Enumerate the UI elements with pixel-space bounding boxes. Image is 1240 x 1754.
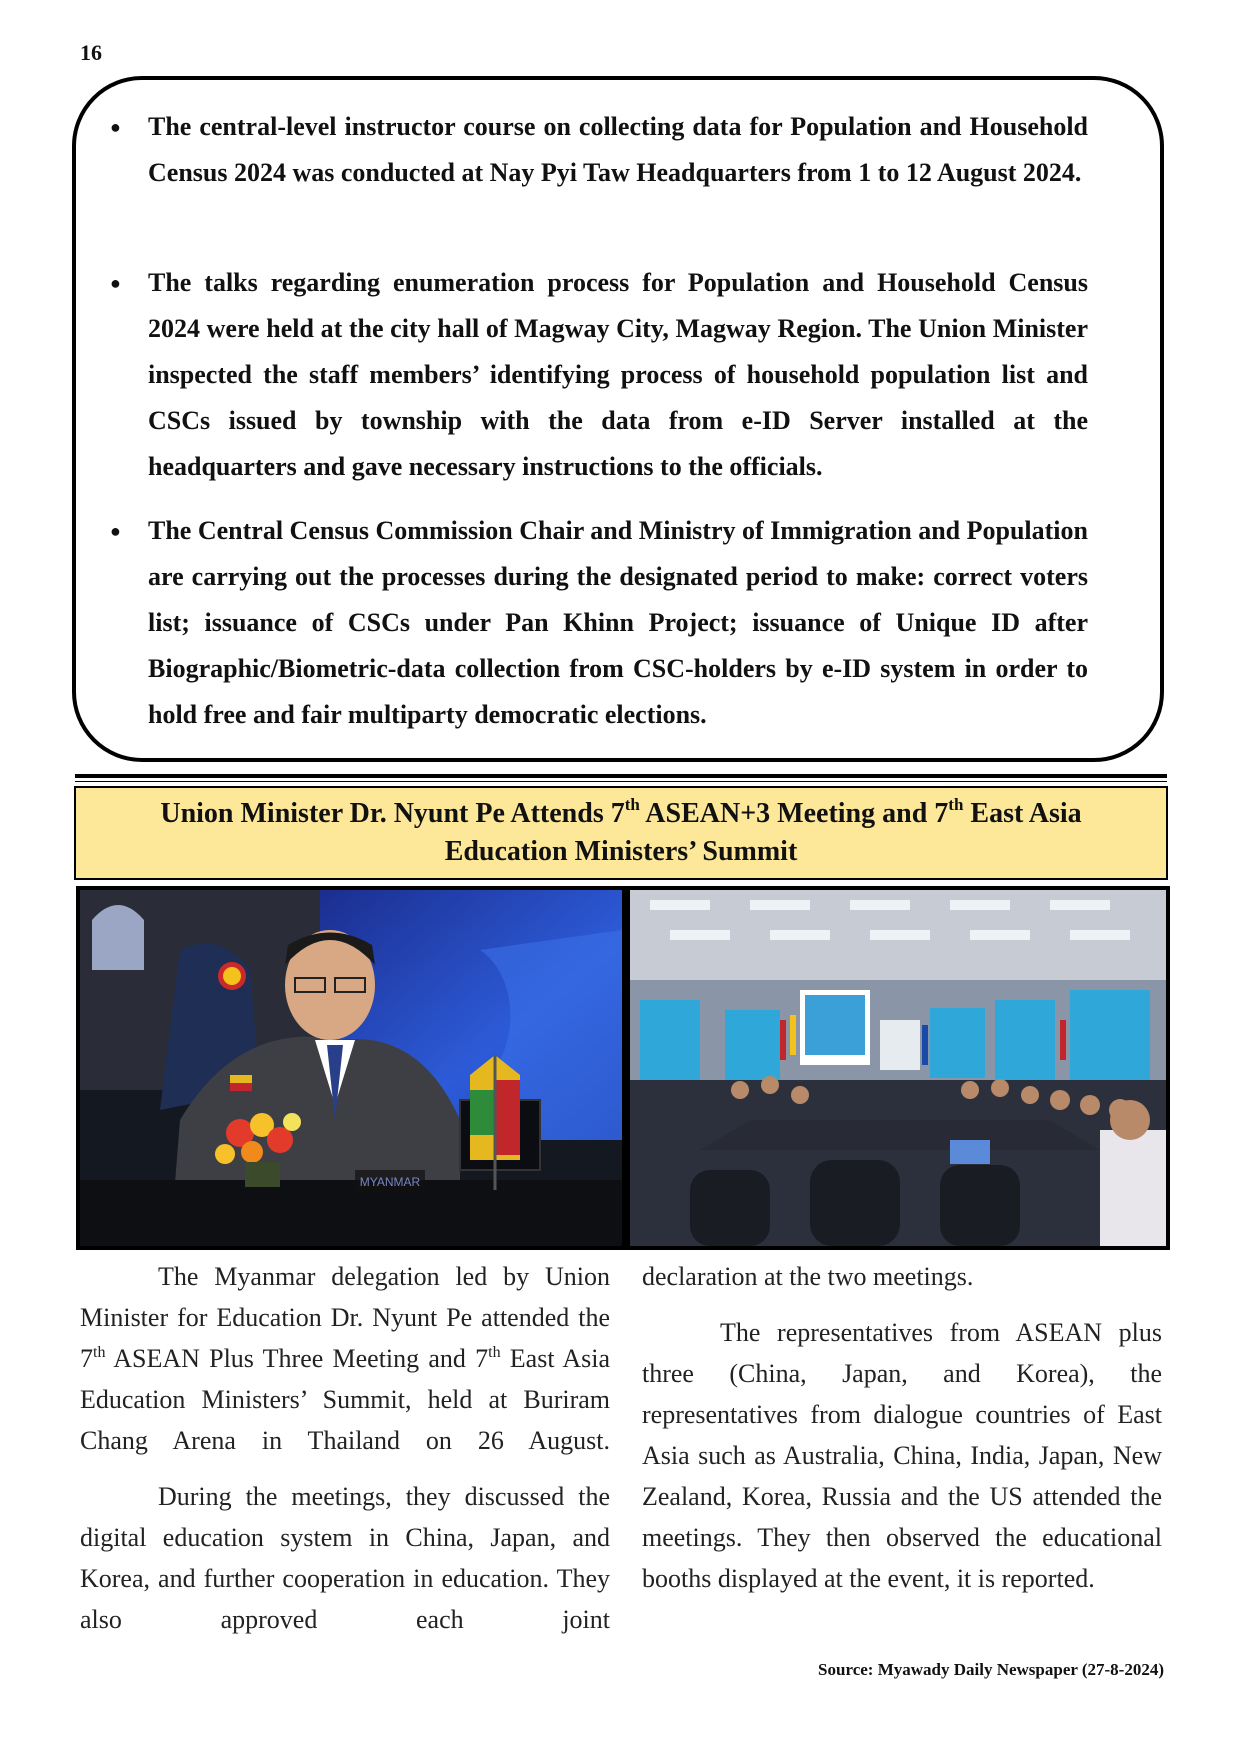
page-number: 16 <box>80 40 102 65</box>
article-column-left <box>80 1256 610 1640</box>
bullet-dot: ● <box>110 117 121 137</box>
section-divider <box>75 774 1167 778</box>
headline-line-2: Education Ministers’ Summit <box>444 836 798 867</box>
section-divider-thin <box>75 781 1167 782</box>
highlight-item-3 <box>110 508 1088 738</box>
highlight-item-1 <box>110 104 1088 196</box>
source-credit: Source: Myawady Daily Newspaper (27-8-2024) <box>818 1660 1164 1679</box>
article-paragraph-3: The representatives from ASEAN plus three (China, Japan, and Korea), the representatives from dialogue countries of East Asia such as Australia, China, India, Japan, New Zealand, Korea, Russia and the US attended the meetings. They then observed the educational booths displayed at the event, it is reported. <box>642 1318 1162 1593</box>
highlights-box <box>72 76 1164 762</box>
bullet-dot: ● <box>110 521 121 541</box>
article-headline <box>74 786 1168 880</box>
headline-line-1: Union Minister Dr. Nyunt Pe Attends 7th ASEAN+3 Meeting and 7th East Asia <box>160 795 1082 829</box>
photo-minister <box>76 886 626 1250</box>
highlight-item-2 <box>110 260 1088 490</box>
bullet-dot: ● <box>110 273 121 293</box>
highlight-text-1: The central-level instructor course on collecting data for Population and Household Census 2024 was conducted at Nay Pyi Taw Headquarters from 1 to 12 August 2024. <box>148 112 1088 187</box>
photo-conference-room <box>626 886 1170 1250</box>
article-column-right <box>642 1256 1162 1599</box>
nameplate-text: MYANMAR <box>359 1175 421 1189</box>
article-paragraph-2-cont: declaration at the two meetings. <box>642 1262 974 1291</box>
highlight-text-2: The talks regarding enumeration process for Population and Household Census 2024 were held at the city hall of Magway City, Magway Region. The Union Minister inspected the staff members’ identifying process of household population list and CSCs issued by township with the data from e-ID Server installed at the headquarters and gave necessary instructions to the officials. <box>148 268 1088 481</box>
highlight-text-3: The Central Census Commission Chair and Ministry of Immigration and Population are carrying out the processes during the designated period to make: correct voters list; issuance of CSCs under Pan Khinn Project; issuance of Unique ID after Biographic/Biometric-data collection from CSC-holders by e-ID system in order to hold free and fair multiparty democratic elections. <box>148 516 1088 729</box>
article-paragraph-2: During the meetings, they discussed the digital education system in China, Japan, and Korea, and further cooperation in education. They also approved each joint <box>80 1482 610 1634</box>
article-paragraph-1: The Myanmar delegation led by Union Minister for Education Dr. Nyunt Pe attended the 7th ASEAN Plus Three Meeting and 7th East Asia Education Ministers’ Summit, held at Buriram Chang Arena in Thailand on 26 August. <box>80 1262 610 1455</box>
